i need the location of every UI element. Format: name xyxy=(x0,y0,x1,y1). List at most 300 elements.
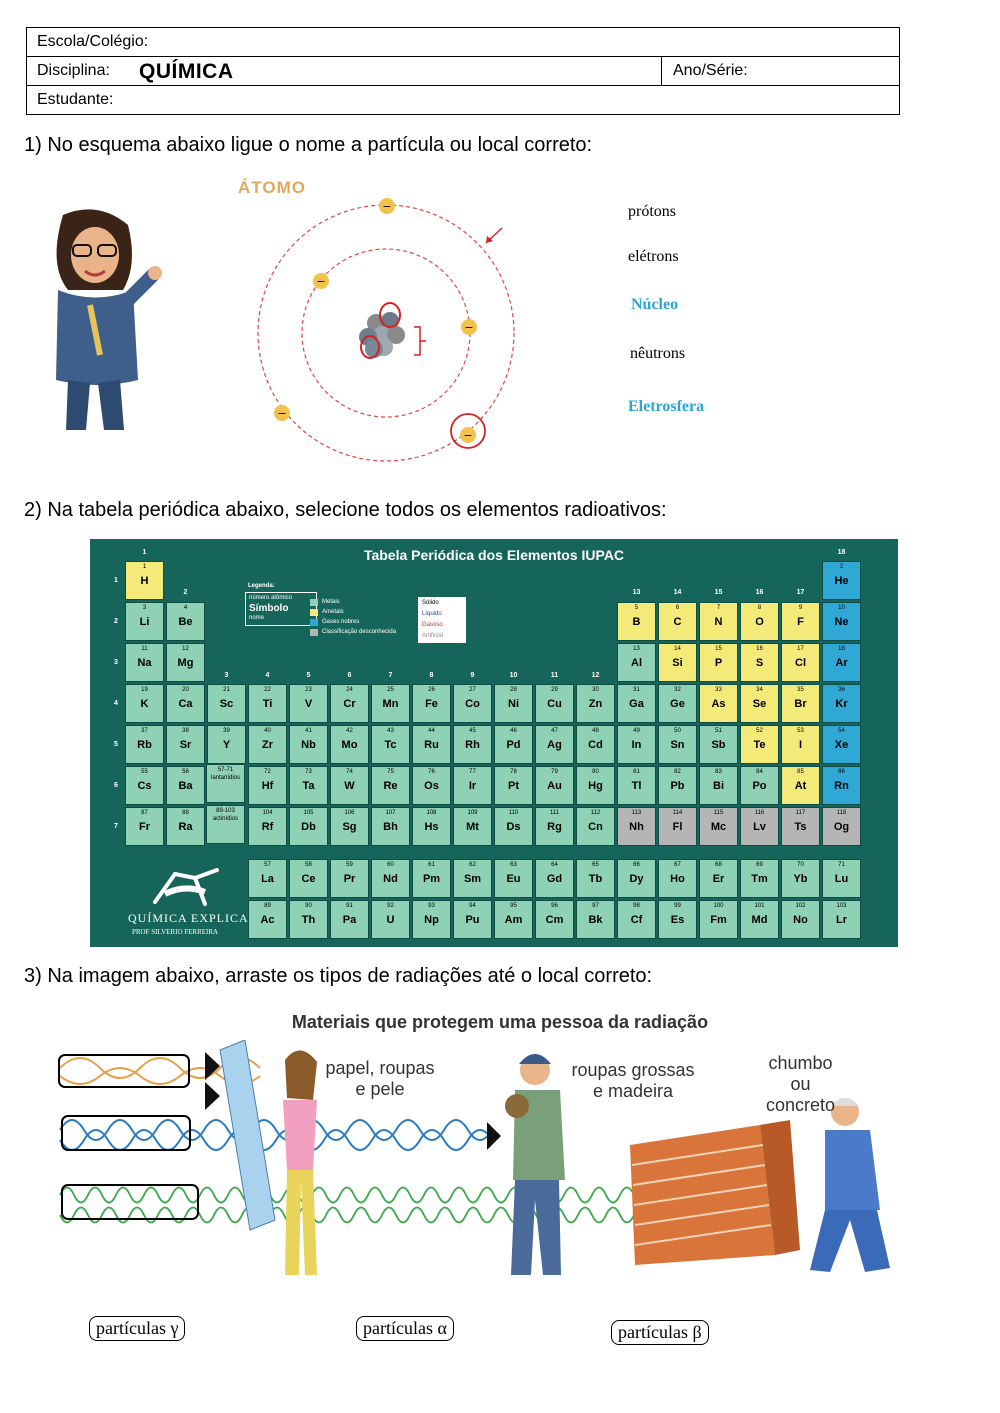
legend-title: Legenda: xyxy=(248,583,275,589)
element-rf[interactable] xyxy=(248,807,287,846)
period-number: 7 xyxy=(114,823,118,830)
atomic-number: 11 xyxy=(141,646,148,652)
element-lu[interactable] xyxy=(822,859,861,898)
element-mn[interactable] xyxy=(371,684,410,723)
element-li[interactable] xyxy=(125,602,164,641)
atomic-number: 5 xyxy=(634,605,639,611)
atomic-number: 43 xyxy=(387,728,394,734)
element-db[interactable] xyxy=(289,807,328,846)
drop-target-beta[interactable] xyxy=(61,1115,191,1151)
element-pm[interactable] xyxy=(412,859,451,898)
svg-text:−: − xyxy=(464,321,474,334)
element-i[interactable] xyxy=(781,725,820,764)
element-si[interactable] xyxy=(658,643,697,682)
element-ce[interactable] xyxy=(289,859,328,898)
element-ds[interactable] xyxy=(494,807,533,846)
group-number: 8 xyxy=(429,672,434,679)
atomic-number: 9 xyxy=(798,605,803,611)
word-protons[interactable]: prótons xyxy=(628,203,676,220)
atomic-number: 74 xyxy=(346,769,353,775)
element-pu[interactable] xyxy=(453,900,492,939)
element-am[interactable] xyxy=(494,900,533,939)
atomic-number: 106 xyxy=(344,810,355,816)
group-number: 9 xyxy=(470,672,475,679)
group-number: 14 xyxy=(673,589,682,596)
element-symbol: Tc xyxy=(384,739,397,751)
element-symbol: Ag xyxy=(547,739,562,751)
legend-symbol: Símbolo xyxy=(249,603,289,614)
element-mg[interactable] xyxy=(166,643,205,682)
atomic-number: 94 xyxy=(469,903,476,909)
element-symbol: Sr xyxy=(179,739,192,751)
group-number: 11 xyxy=(550,672,559,679)
element-kr[interactable] xyxy=(822,684,861,723)
atomic-number: 82 xyxy=(674,769,681,775)
element-symbol: Bk xyxy=(588,914,603,926)
atomic-number: 100 xyxy=(713,903,724,909)
atomic-number: 68 xyxy=(715,862,722,868)
element-symbol: Hf xyxy=(261,780,274,792)
element-in[interactable] xyxy=(617,725,656,764)
element-au[interactable] xyxy=(535,766,574,805)
atomic-number: 16 xyxy=(756,646,763,652)
element-symbol: Bi xyxy=(713,780,724,792)
legend-state-box xyxy=(418,597,466,643)
atomic-number: 64 xyxy=(551,862,558,868)
element-h[interactable] xyxy=(125,561,164,600)
element-symbol: Ce xyxy=(301,873,316,885)
legend-artificial: Artificial xyxy=(422,633,444,639)
atomic-number: 75 xyxy=(387,769,394,775)
element-nd[interactable] xyxy=(371,859,410,898)
element-ar[interactable] xyxy=(822,643,861,682)
element-fe[interactable] xyxy=(412,684,451,723)
element-sr[interactable] xyxy=(166,725,205,764)
element-be[interactable] xyxy=(166,602,205,641)
element-mt[interactable] xyxy=(453,807,492,846)
element-ge[interactable] xyxy=(658,684,697,723)
atomic-number: 60 xyxy=(387,862,394,868)
atomic-number: 101 xyxy=(754,903,765,909)
atomic-number: 42 xyxy=(346,728,353,734)
atomic-number: 37 xyxy=(141,728,148,734)
element-symbol: Fm xyxy=(710,914,727,926)
element-sc[interactable] xyxy=(207,684,246,723)
element-symbol: Ra xyxy=(178,821,193,833)
element-b[interactable] xyxy=(617,602,656,641)
element-symbol: Sc xyxy=(219,698,234,710)
period-number: 3 xyxy=(114,659,118,666)
chip-beta-particles[interactable]: partículas β xyxy=(611,1320,709,1345)
element-os[interactable] xyxy=(412,766,451,805)
element-pd[interactable] xyxy=(494,725,533,764)
element-symbol: K xyxy=(140,698,149,710)
legend-metal-swatch xyxy=(310,599,318,606)
element-cr[interactable] xyxy=(330,684,369,723)
element-hg[interactable] xyxy=(576,766,615,805)
actinide-label: actinídios xyxy=(212,816,239,822)
element-symbol: He xyxy=(834,575,849,587)
column-divider xyxy=(661,57,662,85)
element-symbol: Tb xyxy=(588,873,603,885)
element-zn[interactable] xyxy=(576,684,615,723)
element-fl[interactable] xyxy=(658,807,697,846)
element-xe[interactable] xyxy=(822,725,861,764)
atomic-number: 103 xyxy=(836,903,847,909)
atomic-number: 40 xyxy=(264,728,271,734)
element-te[interactable] xyxy=(740,725,779,764)
element-symbol: No xyxy=(793,914,808,926)
element-symbol: Os xyxy=(424,780,439,792)
atomic-number: 13 xyxy=(633,646,640,652)
element-bi[interactable] xyxy=(699,766,738,805)
atomic-number: 32 xyxy=(674,687,681,693)
element-pa[interactable] xyxy=(330,900,369,939)
brick-wall xyxy=(630,1120,800,1265)
atomic-number: 54 xyxy=(838,728,845,734)
element-symbol: Tl xyxy=(631,780,642,792)
period-number: 5 xyxy=(114,741,118,748)
element-hf[interactable] xyxy=(248,766,287,805)
element-cs[interactable] xyxy=(125,766,164,805)
element-nb[interactable] xyxy=(289,725,328,764)
element-f[interactable] xyxy=(781,602,820,641)
atomic-number: 118 xyxy=(836,810,847,816)
element-cu[interactable] xyxy=(535,684,574,723)
element-ts[interactable] xyxy=(781,807,820,846)
element-ag[interactable] xyxy=(535,725,574,764)
element-p[interactable] xyxy=(699,643,738,682)
element-tm[interactable] xyxy=(740,859,779,898)
word-electrosphere[interactable]: Eletrosfera xyxy=(628,398,705,415)
element-th[interactable] xyxy=(289,900,328,939)
group-number: 1 xyxy=(142,549,147,556)
element-ca[interactable] xyxy=(166,684,205,723)
atomic-number: 114 xyxy=(672,810,683,816)
element-symbol: Hs xyxy=(424,821,439,833)
element-tb[interactable] xyxy=(576,859,615,898)
lanthanide-label: lantanídios xyxy=(210,775,241,781)
actinides-placeholder[interactable] xyxy=(206,805,245,844)
element-symbol: Rf xyxy=(261,821,274,833)
element-cl[interactable] xyxy=(781,643,820,682)
atomic-number: 26 xyxy=(428,687,435,693)
element-co[interactable] xyxy=(453,684,492,723)
element-symbol: Co xyxy=(465,698,480,710)
atomic-number: 25 xyxy=(387,687,394,693)
element-rb[interactable] xyxy=(125,725,164,764)
group-number: 13 xyxy=(632,589,641,596)
element-ac[interactable] xyxy=(248,900,287,939)
element-ra[interactable] xyxy=(166,807,205,846)
lanthanides-placeholder[interactable] xyxy=(206,764,245,803)
element-symbol: Pt xyxy=(508,780,519,792)
element-symbol: Pu xyxy=(465,914,480,926)
element-al[interactable] xyxy=(617,643,656,682)
element-symbol: U xyxy=(386,914,395,926)
periodic-table xyxy=(90,539,898,947)
chip-alpha-particles[interactable]: partículas α xyxy=(356,1316,454,1341)
atomic-number: 70 xyxy=(797,862,804,868)
element-hs[interactable] xyxy=(412,807,451,846)
atomic-number: 73 xyxy=(305,769,312,775)
atomic-number: 72 xyxy=(264,769,271,775)
atomic-number: 99 xyxy=(674,903,681,909)
atomic-number: 66 xyxy=(633,862,640,868)
element-cd[interactable] xyxy=(576,725,615,764)
element-no[interactable] xyxy=(781,900,820,939)
element-y[interactable] xyxy=(207,725,246,764)
element-symbol: Lr xyxy=(836,914,847,926)
element-ga[interactable] xyxy=(617,684,656,723)
element-o[interactable] xyxy=(740,602,779,641)
element-w[interactable] xyxy=(330,766,369,805)
logo-line-2: PROF SILVERIO FERREIRA xyxy=(132,928,219,936)
element-u[interactable] xyxy=(371,900,410,939)
group-number: 10 xyxy=(509,672,518,679)
legend-name: nome xyxy=(249,615,265,621)
atomic-number: 93 xyxy=(428,903,435,909)
element-tc[interactable] xyxy=(371,725,410,764)
atomic-number: 33 xyxy=(715,687,722,693)
element-at[interactable] xyxy=(781,766,820,805)
element-symbol: Ge xyxy=(670,698,685,710)
element-fm[interactable] xyxy=(699,900,738,939)
element-sm[interactable] xyxy=(453,859,492,898)
subject-row xyxy=(27,57,899,86)
element-re[interactable] xyxy=(371,766,410,805)
atomic-number: 117 xyxy=(795,810,806,816)
element-cn[interactable] xyxy=(576,807,615,846)
atomic-number: 34 xyxy=(756,687,763,693)
element-og[interactable] xyxy=(822,807,861,846)
element-tl[interactable] xyxy=(617,766,656,805)
atomic-number: 51 xyxy=(715,728,722,734)
group-number: 12 xyxy=(591,672,600,679)
element-la[interactable] xyxy=(248,859,287,898)
element-symbol: Ts xyxy=(794,821,807,833)
subject-value: QUÍMICA xyxy=(139,60,234,83)
element-symbol: Cn xyxy=(588,821,603,833)
element-symbol: Cl xyxy=(795,657,806,669)
element-lr[interactable] xyxy=(822,900,861,939)
quimica-explica-logo-icon xyxy=(145,864,225,912)
element-ne[interactable] xyxy=(822,602,861,641)
element-ti[interactable] xyxy=(248,684,287,723)
atomic-number: 95 xyxy=(510,903,517,909)
atomic-number: 71 xyxy=(838,862,845,868)
element-md[interactable] xyxy=(740,900,779,939)
atomic-number: 63 xyxy=(510,862,517,868)
element-er[interactable] xyxy=(699,859,738,898)
element-symbol: Cd xyxy=(588,739,603,751)
element-pb[interactable] xyxy=(658,766,697,805)
period-number: 6 xyxy=(114,782,118,789)
element-ho[interactable] xyxy=(658,859,697,898)
element-sg[interactable] xyxy=(330,807,369,846)
legend-nonmetals: Ametais xyxy=(322,609,344,615)
element-symbol: Ds xyxy=(506,821,521,833)
atomic-number: 31 xyxy=(633,687,640,693)
svg-text:−: − xyxy=(277,407,287,420)
element-mc[interactable] xyxy=(699,807,738,846)
element-ba[interactable] xyxy=(166,766,205,805)
element-ta[interactable] xyxy=(289,766,328,805)
element-symbol: I xyxy=(798,739,803,751)
element-symbol: Mc xyxy=(710,821,727,833)
element-ir[interactable] xyxy=(453,766,492,805)
subject-label: Disciplina: xyxy=(37,62,110,79)
period-number: 1 xyxy=(114,577,118,584)
school-label: Escola/Colégio: xyxy=(37,33,149,50)
element-symbol: Ar xyxy=(835,657,848,669)
atomic-number: 102 xyxy=(795,903,806,909)
element-symbol: Y xyxy=(222,739,231,751)
chip-gamma-particles[interactable]: partículas γ xyxy=(89,1316,185,1341)
atomic-number: 92 xyxy=(387,903,394,909)
element-symbol: Rh xyxy=(465,739,480,751)
element-rg[interactable] xyxy=(535,807,574,846)
actinide-range: 89-103 xyxy=(216,808,235,814)
element-br[interactable] xyxy=(781,684,820,723)
element-sb[interactable] xyxy=(699,725,738,764)
atomic-number: 84 xyxy=(756,769,763,775)
question-3-prompt: 3) Na imagem abaixo, arraste os tipos de radiações até o local correto: xyxy=(24,965,653,987)
element-lv[interactable] xyxy=(740,807,779,846)
atomic-number: 52 xyxy=(756,728,763,734)
element-symbol: Pm xyxy=(422,873,441,885)
group-number: 5 xyxy=(306,672,311,679)
element-symbol: W xyxy=(344,780,355,792)
element-n[interactable] xyxy=(699,602,738,641)
element-dy[interactable] xyxy=(617,859,656,898)
atomic-number: 111 xyxy=(549,810,560,816)
element-symbol: Es xyxy=(670,914,685,926)
element-v[interactable] xyxy=(289,684,328,723)
element-rh[interactable] xyxy=(453,725,492,764)
atomic-number: 77 xyxy=(469,769,476,775)
atomic-number: 3 xyxy=(142,605,147,611)
element-es[interactable] xyxy=(658,900,697,939)
element-se[interactable] xyxy=(740,684,779,723)
element-po[interactable] xyxy=(740,766,779,805)
element-ru[interactable] xyxy=(412,725,451,764)
atomic-number: 44 xyxy=(428,728,435,734)
element-symbol: Ga xyxy=(629,698,644,710)
element-symbol: Er xyxy=(712,873,725,885)
word-neutrons[interactable]: nêutrons xyxy=(630,345,686,362)
element-symbol: Dy xyxy=(629,873,644,885)
element-gd[interactable] xyxy=(535,859,574,898)
atomic-number: 4 xyxy=(183,605,188,611)
element-pt[interactable] xyxy=(494,766,533,805)
atomic-number: 48 xyxy=(592,728,599,734)
atomic-number: 35 xyxy=(797,687,804,693)
atomic-number: 57 xyxy=(264,862,271,868)
element-s[interactable] xyxy=(740,643,779,682)
atomic-number: 89 xyxy=(264,903,271,909)
element-cf[interactable] xyxy=(617,900,656,939)
element-yb[interactable] xyxy=(781,859,820,898)
radiation-figure-title: Materiais que protegem uma pessoa da radiação xyxy=(291,1012,709,1032)
group-number: 4 xyxy=(265,672,270,679)
element-symbol: Hg xyxy=(588,780,603,792)
element-symbol: Lu xyxy=(834,873,849,885)
question-2-prompt: 2) Na tabela periódica abaixo, selecione todos os elementos radioativos: xyxy=(24,499,667,521)
element-symbol: Mn xyxy=(382,698,399,710)
element-symbol: Cu xyxy=(547,698,562,710)
atomic-number: 14 xyxy=(674,646,681,652)
element-nh[interactable] xyxy=(617,807,656,846)
atomic-number: 108 xyxy=(426,810,437,816)
element-sn[interactable] xyxy=(658,725,697,764)
legend-atomic-number: número atômico xyxy=(249,595,293,601)
element-na[interactable] xyxy=(125,643,164,682)
element-bh[interactable] xyxy=(371,807,410,846)
element-cm[interactable] xyxy=(535,900,574,939)
element-symbol: Re xyxy=(383,780,398,792)
element-symbol: Cf xyxy=(630,914,643,926)
element-symbol: Ru xyxy=(424,739,439,751)
drop-target-alpha[interactable] xyxy=(58,1054,190,1088)
element-eu[interactable] xyxy=(494,859,533,898)
element-mo[interactable] xyxy=(330,725,369,764)
atomic-number: 55 xyxy=(141,769,148,775)
element-symbol: Ac xyxy=(260,914,275,926)
atomic-number: 113 xyxy=(631,810,642,816)
element-symbol: Kr xyxy=(835,698,848,710)
element-ni[interactable] xyxy=(494,684,533,723)
atomic-number: 107 xyxy=(385,810,396,816)
student-row xyxy=(27,86,899,114)
element-k[interactable] xyxy=(125,684,164,723)
atomic-number: 115 xyxy=(713,810,724,816)
element-symbol: Bh xyxy=(383,821,398,833)
period-number: 4 xyxy=(114,700,118,707)
element-pr[interactable] xyxy=(330,859,369,898)
label-thick-clothes-wood: roupas grossas e madeira xyxy=(571,1060,695,1101)
element-he[interactable] xyxy=(822,561,861,600)
element-symbol: Pd xyxy=(506,739,521,751)
word-electrons[interactable]: elétrons xyxy=(628,248,679,265)
element-symbol: Rn xyxy=(834,780,849,792)
element-as[interactable] xyxy=(699,684,738,723)
element-symbol: Gd xyxy=(546,873,563,885)
element-symbol: Rb xyxy=(137,739,152,751)
atomic-number: 56 xyxy=(182,769,189,775)
element-symbol: Te xyxy=(753,739,766,751)
atomic-number: 62 xyxy=(469,862,476,868)
drop-target-gamma[interactable] xyxy=(61,1184,199,1220)
svg-text:−: − xyxy=(316,275,326,288)
element-bk[interactable] xyxy=(576,900,615,939)
element-c[interactable] xyxy=(658,602,697,641)
element-fr[interactable] xyxy=(125,807,164,846)
atomic-number: 67 xyxy=(674,862,681,868)
element-np[interactable] xyxy=(412,900,451,939)
element-symbol: Li xyxy=(139,616,150,628)
atomic-number: 10 xyxy=(838,605,845,611)
atomic-number: 91 xyxy=(346,903,353,909)
logo-line-1: QUÍMICA EXPLICA xyxy=(128,911,249,925)
element-symbol: Fe xyxy=(425,698,438,710)
element-rn[interactable] xyxy=(822,766,861,805)
legend-nonmetal-swatch xyxy=(310,609,318,616)
element-zr[interactable] xyxy=(248,725,287,764)
atomic-number: 28 xyxy=(510,687,517,693)
word-nucleus[interactable]: Núcleo xyxy=(631,296,679,313)
element-symbol: B xyxy=(632,616,641,628)
